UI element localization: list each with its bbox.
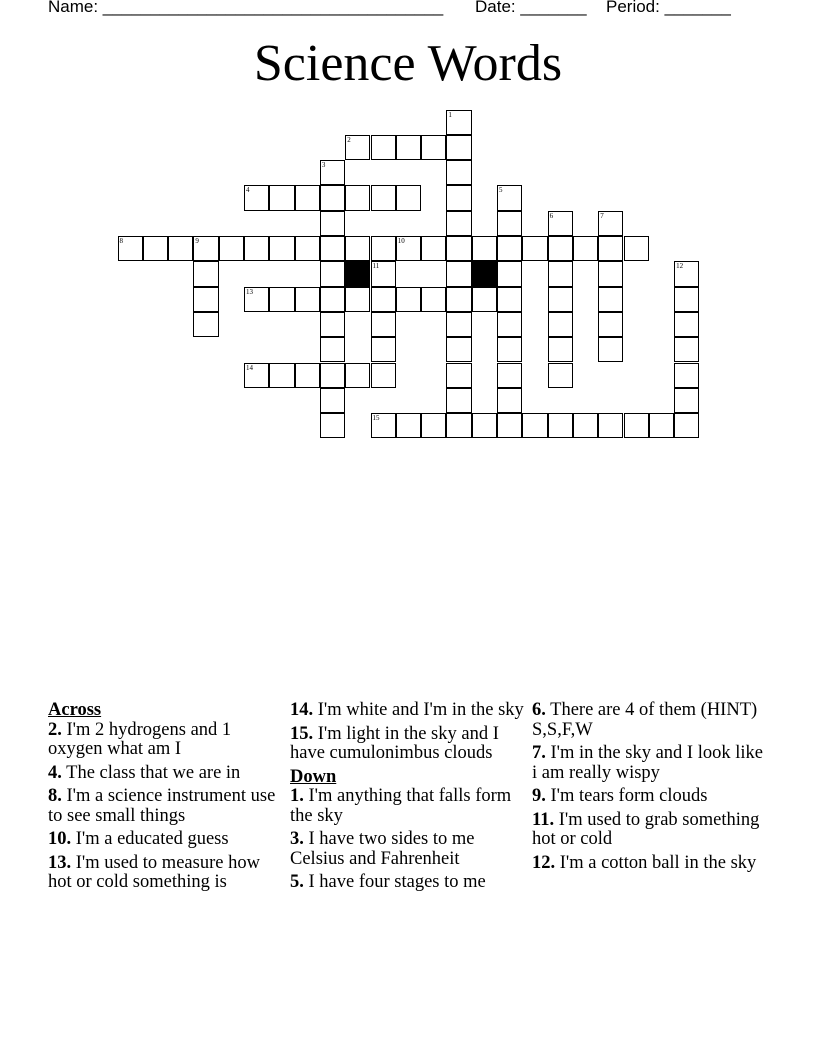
- grid-cell[interactable]: [598, 211, 623, 236]
- clue-number: 6: [549, 211, 554, 220]
- clue-number: 8: [119, 237, 123, 245]
- grid-cell[interactable]: [674, 363, 699, 388]
- grid-cell[interactable]: [548, 287, 573, 312]
- grid-cell[interactable]: [598, 337, 623, 362]
- grid-cell[interactable]: [446, 287, 471, 312]
- clue-number: 13: [246, 287, 253, 296]
- grid-cell[interactable]: [371, 413, 396, 438]
- grid-cell[interactable]: [269, 363, 294, 388]
- clue-down-9: 9. I'm tears form clouds: [532, 786, 708, 806]
- clue-down-3: 3. I have two sides to me Celsius and Fahrenheit: [290, 829, 475, 869]
- grid-cell[interactable]: [548, 211, 573, 236]
- grid-cell[interactable]: [674, 312, 699, 337]
- grid-cell[interactable]: [396, 185, 421, 210]
- grid-cell[interactable]: [371, 337, 396, 362]
- grid-cell[interactable]: [472, 413, 497, 438]
- grid-cell[interactable]: [371, 312, 396, 337]
- grid-cell[interactable]: [522, 236, 547, 261]
- grid-cell[interactable]: [244, 236, 269, 261]
- grid-cell[interactable]: [446, 413, 471, 438]
- period-field[interactable]: Period: _______: [606, 0, 731, 16]
- grid-cell[interactable]: [295, 287, 320, 312]
- crossword-grid: [0, 0, 816, 460]
- grid-cell[interactable]: [548, 363, 573, 388]
- clue-down-12: 12. I'm a cotton ball in the sky: [532, 852, 757, 873]
- grid-cell[interactable]: [548, 236, 573, 261]
- grid-cell[interactable]: [371, 363, 396, 388]
- grid-cell[interactable]: [345, 135, 370, 160]
- clue-number: 15: [372, 414, 380, 423]
- clue-down-6: 6. There are 4 of them (HINT) S,S,F,W: [532, 700, 758, 740]
- grid-cell[interactable]: [573, 236, 598, 261]
- clue-down-5: 5. I have four stages to me: [290, 872, 486, 892]
- grid-cell[interactable]: [345, 363, 370, 388]
- grid-cell[interactable]: [598, 312, 623, 337]
- grid-cell[interactable]: [573, 413, 598, 438]
- grid-cell[interactable]: [649, 413, 674, 438]
- grid-cell[interactable]: [320, 388, 345, 413]
- date-field[interactable]: Date: _______: [475, 0, 587, 16]
- grid-cell[interactable]: [548, 337, 573, 362]
- grid-cell[interactable]: [320, 413, 345, 438]
- grid-cell[interactable]: [446, 261, 471, 286]
- grid-cell[interactable]: [269, 236, 294, 261]
- clue-number: 10: [397, 237, 405, 245]
- grid-cell[interactable]: [371, 261, 396, 286]
- grid-cell[interactable]: [497, 185, 522, 210]
- grid-cell[interactable]: [522, 413, 547, 438]
- grid-cell[interactable]: [674, 413, 699, 438]
- grid-cell[interactable]: [295, 363, 320, 388]
- clue-number: 3: [321, 161, 326, 170]
- clue-number: 9: [195, 237, 199, 245]
- clue-number: 1: [448, 110, 452, 119]
- grid-cell[interactable]: [446, 388, 471, 413]
- grid-cell[interactable]: [446, 135, 471, 160]
- black-square: [345, 261, 370, 286]
- grid-cell[interactable]: [371, 287, 396, 312]
- grid-cell[interactable]: [674, 337, 699, 362]
- grid-cell[interactable]: [497, 287, 522, 312]
- page-title: Science Words: [253, 35, 563, 92]
- grid-cell[interactable]: [295, 236, 320, 261]
- grid-cell[interactable]: [371, 135, 396, 160]
- clue-number: 11: [372, 262, 380, 271]
- grid-cell[interactable]: [396, 413, 421, 438]
- grid-cell[interactable]: [446, 110, 471, 135]
- across-heading: Across: [48, 700, 102, 720]
- clue-down-11: 11. I'm used to grab something hot or cold: [532, 809, 760, 849]
- grid-cell[interactable]: [421, 413, 446, 438]
- grid-cell[interactable]: [598, 287, 623, 312]
- clue-down-1: 1. I'm anything that falls form the sky: [290, 786, 512, 826]
- grid-cell[interactable]: [421, 287, 446, 312]
- grid-cell[interactable]: [244, 363, 269, 388]
- grid-cell[interactable]: [371, 236, 396, 261]
- grid-cell[interactable]: [295, 185, 320, 210]
- grid-cell[interactable]: [497, 261, 522, 286]
- grid-cell[interactable]: [497, 337, 522, 362]
- grid-cell[interactable]: [345, 287, 370, 312]
- grid-cell[interactable]: [320, 312, 345, 337]
- grid-cell[interactable]: [446, 363, 471, 388]
- grid-cell[interactable]: [396, 287, 421, 312]
- grid-cell[interactable]: [320, 261, 345, 286]
- grid-cell[interactable]: [345, 236, 370, 261]
- grid-cell[interactable]: [472, 287, 497, 312]
- clue-number: 5: [499, 186, 503, 195]
- grid-cell[interactable]: [446, 236, 471, 261]
- grid-cell[interactable]: [674, 261, 699, 286]
- grid-cell[interactable]: [446, 211, 471, 236]
- grid-cell[interactable]: [143, 236, 168, 261]
- clue-number: 14: [246, 363, 253, 372]
- grid-cell[interactable]: [320, 211, 345, 236]
- clue-number: 7: [600, 211, 604, 220]
- grid-cell[interactable]: [320, 236, 345, 261]
- grid-cell[interactable]: [244, 287, 269, 312]
- grid-cell[interactable]: [497, 211, 522, 236]
- grid-cell[interactable]: [598, 413, 623, 438]
- grid-cell[interactable]: [548, 413, 573, 438]
- grid-cell[interactable]: [674, 388, 699, 413]
- grid-cell[interactable]: [396, 236, 421, 261]
- grid-cell[interactable]: [497, 388, 522, 413]
- clue-column-3: [532, 701, 770, 877]
- grid-cell[interactable]: [497, 413, 522, 438]
- clue-across-14: 14. I'm white and I'm in the sky: [290, 700, 524, 720]
- clue-across-15: 15. I'm light in the sky and I have cumulonimbus clouds: [290, 723, 499, 763]
- grid-cell[interactable]: [497, 363, 522, 388]
- clue-across-8: 8. I'm a science instrument use to see small things: [48, 786, 276, 826]
- grid-cell[interactable]: [193, 312, 218, 337]
- grid-cell[interactable]: [193, 236, 218, 261]
- grid-cell[interactable]: [244, 185, 269, 210]
- clue-down-7: 7. I'm in the sky and I look like i am really wispy: [532, 743, 763, 783]
- grid-cell[interactable]: [446, 185, 471, 210]
- name-field[interactable]: Name: ____________________________________: [48, 0, 444, 16]
- clue-across-4: 4. The class that we are in: [48, 762, 241, 783]
- grid-cell[interactable]: [446, 160, 471, 185]
- grid-cell[interactable]: [320, 337, 345, 362]
- grid-cell[interactable]: [219, 236, 244, 261]
- clue-number: 2: [347, 135, 351, 144]
- grid-cell[interactable]: [371, 185, 396, 210]
- grid-cell[interactable]: [193, 287, 218, 312]
- grid-cell[interactable]: [624, 413, 649, 438]
- grid-cell[interactable]: [345, 185, 370, 210]
- grid-cell[interactable]: [497, 236, 522, 261]
- grid-cell[interactable]: [674, 287, 699, 312]
- grid-cell[interactable]: [118, 236, 143, 261]
- grid-cell[interactable]: [446, 312, 471, 337]
- clue-number: 12: [676, 262, 684, 271]
- grid-cell[interactable]: [548, 261, 573, 286]
- grid-cell[interactable]: [320, 185, 345, 210]
- grid-cell[interactable]: [168, 236, 193, 261]
- grid-cell[interactable]: [472, 236, 497, 261]
- grid-cell[interactable]: [446, 337, 471, 362]
- grid-cell[interactable]: [497, 312, 522, 337]
- clue-across-10: 10. I'm a educated guess: [48, 829, 229, 849]
- grid-cell[interactable]: [548, 312, 573, 337]
- grid-cell[interactable]: [598, 261, 623, 286]
- grid-cell[interactable]: [320, 363, 345, 388]
- clue-column-1: [48, 701, 286, 897]
- grid-cell[interactable]: [421, 236, 446, 261]
- grid-cell[interactable]: [269, 287, 294, 312]
- clue-across-13: 13. I'm used to measure how hot or cold something is: [48, 852, 260, 892]
- clue-across-2: 2. I'm 2 hydrogens and 1 oxygen what am I: [48, 719, 232, 759]
- clue-column-2: [290, 701, 528, 897]
- black-square: [472, 261, 497, 286]
- down-heading: Down: [290, 766, 337, 787]
- grid-cell[interactable]: [598, 236, 623, 261]
- grid-cell[interactable]: [320, 160, 345, 185]
- grid-cell[interactable]: [421, 135, 446, 160]
- grid-cell[interactable]: [624, 236, 649, 261]
- grid-cell[interactable]: [396, 135, 421, 160]
- grid-cell[interactable]: [320, 287, 345, 312]
- grid-cell[interactable]: [269, 185, 294, 210]
- clue-number: 4: [246, 186, 250, 195]
- grid-cell[interactable]: [193, 261, 218, 286]
